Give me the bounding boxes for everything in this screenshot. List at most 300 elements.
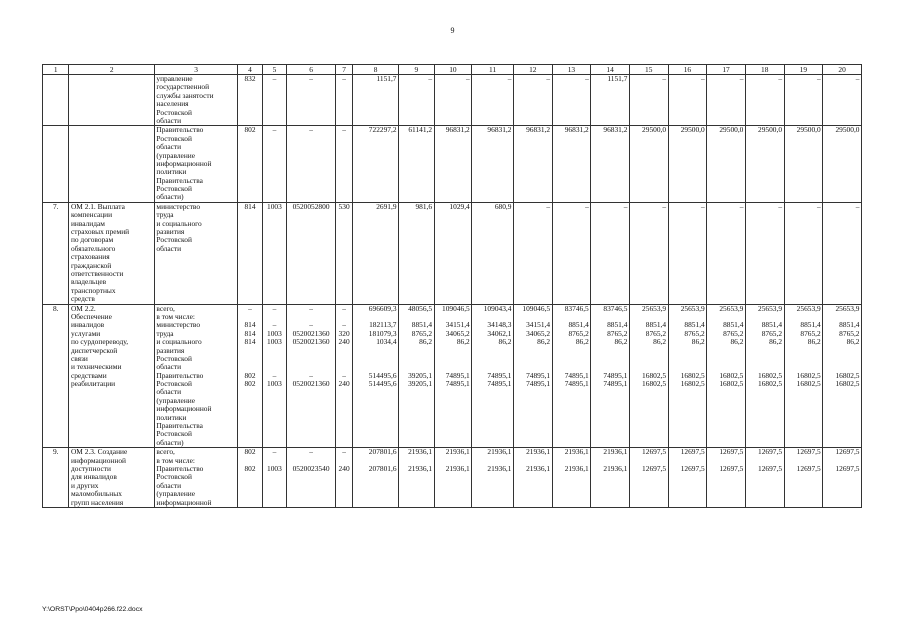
amount-cell-line bbox=[554, 439, 589, 447]
amount-cell-line bbox=[436, 355, 470, 363]
amount-cell-line bbox=[825, 388, 860, 396]
column-header: 18 bbox=[745, 65, 784, 75]
measure-name-line: владельцев bbox=[70, 277, 107, 287]
vr-code bbox=[335, 126, 352, 203]
amount-cell-line: 25653,9 bbox=[719, 304, 744, 313]
amount-cell bbox=[434, 202, 472, 304]
rzpr-code-line: 1003 bbox=[267, 202, 282, 211]
rzpr-code-line: – bbox=[272, 320, 277, 330]
amount-cell-line bbox=[747, 355, 782, 363]
csr-code-line: – bbox=[309, 447, 313, 457]
executor-name-line: и социального bbox=[156, 337, 202, 347]
amount-cell bbox=[434, 126, 472, 203]
amount-cell-line bbox=[631, 397, 666, 405]
measure-name bbox=[69, 75, 154, 126]
amount-cell-line bbox=[709, 347, 744, 355]
rzpr-code bbox=[262, 202, 286, 304]
executor-name-line: Правительства bbox=[156, 421, 203, 431]
amount-cell-line: 12697,5 bbox=[835, 447, 860, 457]
amount-cell-line: 39205,1 bbox=[408, 370, 433, 380]
measure-name-line: по договорам bbox=[70, 235, 114, 245]
amount-cell-line bbox=[593, 397, 628, 405]
executor-name bbox=[154, 126, 237, 203]
amount-cell-line: 12697,5 bbox=[642, 447, 667, 457]
amount-cell-line: – bbox=[662, 74, 667, 83]
executor-name-line: (управление bbox=[156, 150, 196, 160]
amount-cell-line bbox=[474, 405, 512, 413]
amount-cell-line bbox=[747, 422, 782, 430]
amount-cell-line: 8765,2 bbox=[607, 328, 628, 338]
column-header: 8 bbox=[353, 65, 399, 75]
grbs-code-line: 802 bbox=[244, 125, 256, 135]
amount-cell bbox=[353, 304, 399, 448]
amount-cell bbox=[745, 304, 784, 448]
amount-cell-line bbox=[474, 397, 512, 405]
executor-name-line: области bbox=[156, 115, 182, 125]
executor-name-line: государственной bbox=[156, 82, 210, 92]
executor-name-line: службы занятости bbox=[156, 90, 214, 100]
measure-name-line: Обеспечение bbox=[70, 311, 112, 321]
amount-cell-line: 8765,2 bbox=[684, 328, 705, 338]
measure-name-line: страховых премий bbox=[70, 227, 130, 237]
measure-name-line: связи bbox=[70, 353, 88, 363]
amount-cell-line bbox=[747, 490, 782, 498]
amount-cell-line: 86,2 bbox=[730, 337, 744, 347]
amount-cell-line bbox=[401, 473, 433, 481]
amount-cell-line bbox=[709, 430, 744, 438]
amount-cell-line bbox=[670, 422, 705, 430]
measure-name-line: компенсации bbox=[70, 210, 113, 220]
amount-cell-line bbox=[670, 388, 705, 396]
grbs-code-line: 802 bbox=[244, 370, 256, 380]
measure-name-line: и техническими bbox=[70, 362, 122, 372]
amount-cell-line bbox=[515, 422, 550, 430]
amount-cell-line bbox=[554, 430, 589, 438]
amount-cell-line: 34148,3 bbox=[487, 320, 512, 330]
amount-cell-line bbox=[401, 405, 433, 413]
amount-cell-line bbox=[474, 355, 512, 363]
amount-cell-line bbox=[709, 499, 744, 507]
executor-name-line: в том числе: bbox=[156, 455, 195, 465]
executor-name-line: информационной bbox=[156, 404, 212, 414]
amount-cell-line: 16802,5 bbox=[680, 370, 705, 380]
column-header: 15 bbox=[629, 65, 668, 75]
amount-cell-line bbox=[436, 499, 470, 507]
amount-cell-line bbox=[631, 430, 666, 438]
grbs-code bbox=[238, 304, 262, 448]
grbs-code bbox=[238, 126, 262, 203]
amount-cell-line bbox=[825, 473, 860, 481]
amount-cell-line bbox=[593, 490, 628, 498]
amount-cell-line: 86,2 bbox=[498, 337, 512, 347]
grbs-code-line: 802 bbox=[244, 447, 256, 457]
measure-name-line: по сурдопереводу, bbox=[70, 337, 129, 347]
amount-cell-line bbox=[554, 405, 589, 413]
table-row bbox=[43, 126, 862, 203]
grbs-code bbox=[238, 202, 262, 304]
measure-name-line: групп населения bbox=[70, 497, 124, 507]
amount-cell-line bbox=[474, 388, 512, 396]
amount-cell-line: – bbox=[739, 202, 744, 211]
row-number-line bbox=[45, 75, 67, 83]
grbs-code-line: 814 bbox=[244, 202, 256, 211]
amount-cell-line bbox=[355, 355, 397, 363]
amount-cell-line bbox=[631, 439, 666, 447]
csr-code bbox=[287, 448, 336, 508]
amount-cell-line: 21936,1 bbox=[445, 463, 470, 473]
csr-code bbox=[287, 304, 336, 448]
amount-cell-line: – bbox=[855, 202, 860, 211]
amount-cell-line: 21936,1 bbox=[603, 463, 628, 473]
measure-name-line: доступности bbox=[70, 463, 111, 473]
amount-cell-line: 16802,5 bbox=[796, 370, 821, 380]
amount-cell-line: 12697,5 bbox=[758, 463, 783, 473]
measure-name bbox=[69, 448, 154, 508]
executor-name-line: области bbox=[156, 362, 182, 372]
amount-cell bbox=[399, 304, 435, 448]
amount-cell-line bbox=[747, 499, 782, 507]
amount-cell-line: 16802,5 bbox=[680, 379, 705, 389]
amount-cell-line: 680,9 bbox=[494, 202, 512, 211]
amount-cell-line bbox=[670, 397, 705, 405]
csr-code-line: – bbox=[309, 320, 313, 330]
csr-code-line: 0520021360 bbox=[292, 337, 330, 347]
amount-cell bbox=[399, 448, 435, 508]
amount-cell-line bbox=[593, 473, 628, 481]
amount-cell-line bbox=[786, 405, 821, 413]
amount-cell-line bbox=[670, 430, 705, 438]
row-number bbox=[43, 448, 69, 508]
amount-cell-line bbox=[670, 355, 705, 363]
amount-cell bbox=[353, 448, 399, 508]
executor-name bbox=[154, 304, 237, 448]
amount-cell-line bbox=[670, 482, 705, 490]
amount-cell-line: 74895,1 bbox=[487, 370, 512, 380]
amount-cell bbox=[399, 126, 435, 203]
amount-cell-line bbox=[747, 482, 782, 490]
executor-name-line: Правительство bbox=[156, 125, 204, 135]
amount-cell-line: 25653,9 bbox=[796, 304, 821, 313]
grbs-code-line: 802 bbox=[244, 379, 256, 389]
amount-cell-line bbox=[709, 490, 744, 498]
grbs-code-line: 802 bbox=[244, 463, 256, 473]
grbs-code bbox=[238, 75, 262, 126]
amount-cell bbox=[745, 448, 784, 508]
grbs-code bbox=[238, 448, 262, 508]
budget-table bbox=[42, 64, 862, 508]
rzpr-code bbox=[262, 126, 286, 203]
amount-cell bbox=[552, 304, 591, 448]
amount-cell-line: 16802,5 bbox=[835, 379, 860, 389]
amount-cell-line bbox=[474, 439, 512, 447]
vr-code-line: 240 bbox=[338, 337, 350, 347]
amount-cell-line: 86,2 bbox=[456, 337, 470, 347]
amount-cell-line: – bbox=[585, 202, 589, 211]
amount-cell-line: 21936,1 bbox=[408, 447, 433, 457]
amount-cell-line: 29500,0 bbox=[719, 125, 744, 135]
amount-cell-line bbox=[631, 499, 666, 507]
executor-name-line: всего, bbox=[156, 447, 175, 457]
amount-cell-line bbox=[436, 347, 470, 355]
amount-cell bbox=[591, 304, 630, 448]
executor-name-line: области bbox=[156, 243, 182, 253]
grbs-code-line: 814 bbox=[244, 320, 256, 330]
amount-cell-line bbox=[593, 422, 628, 430]
amount-cell-line: 86,2 bbox=[653, 337, 667, 347]
amount-cell-line: 21936,1 bbox=[487, 463, 512, 473]
amount-cell-line bbox=[515, 430, 550, 438]
amount-cell-line bbox=[747, 430, 782, 438]
amount-cell-line bbox=[355, 422, 397, 430]
vr-code-line: 530 bbox=[338, 202, 350, 211]
column-header: 10 bbox=[434, 65, 472, 75]
amount-cell-line bbox=[401, 397, 433, 405]
executor-name-line: Правительство bbox=[156, 370, 204, 380]
measure-name-line: диспетчерской bbox=[70, 345, 118, 355]
amount-cell-line bbox=[670, 414, 705, 422]
executor-name-line: политики bbox=[156, 412, 187, 422]
amount-cell-line: 21936,1 bbox=[603, 447, 628, 457]
csr-code-line bbox=[289, 439, 334, 447]
amount-cell-line bbox=[593, 414, 628, 422]
amount-cell-line: 21936,1 bbox=[526, 463, 551, 473]
amount-cell-line bbox=[786, 430, 821, 438]
rzpr-code-line: – bbox=[272, 125, 277, 135]
measure-name-line: и других bbox=[70, 480, 99, 490]
amount-cell-line: 34151,4 bbox=[445, 320, 470, 330]
executor-name bbox=[154, 75, 237, 126]
amount-cell-line: 74895,1 bbox=[564, 379, 589, 389]
amount-cell-line: 696609,3 bbox=[368, 304, 397, 313]
amount-cell bbox=[629, 75, 668, 126]
amount-cell-line bbox=[786, 473, 821, 481]
amount-cell-line bbox=[786, 414, 821, 422]
amount-cell-line bbox=[355, 430, 397, 438]
rzpr-code-line bbox=[264, 439, 284, 447]
amount-cell-line: 74895,1 bbox=[603, 370, 628, 380]
executor-name-line: всего, bbox=[156, 304, 175, 313]
amount-cell bbox=[591, 448, 630, 508]
amount-cell-line: 207801,6 bbox=[368, 463, 397, 473]
amount-cell-line: 21936,1 bbox=[564, 463, 589, 473]
amount-cell-line: 83746,5 bbox=[564, 304, 589, 313]
rzpr-code-line: – bbox=[272, 74, 277, 83]
measure-name-line: гражданской bbox=[70, 260, 112, 270]
amount-cell-line: – bbox=[778, 74, 783, 83]
amount-cell-line: 34062,1 bbox=[487, 328, 512, 338]
grbs-code-line bbox=[240, 499, 260, 507]
amount-cell-line bbox=[355, 414, 397, 422]
measure-name bbox=[69, 304, 154, 448]
amount-cell-line: 12697,5 bbox=[796, 463, 821, 473]
amount-cell-line: 86,2 bbox=[419, 337, 433, 347]
amount-cell-line bbox=[709, 388, 744, 396]
csr-code-line: 0520021360 bbox=[292, 328, 330, 338]
amount-cell-line bbox=[670, 439, 705, 447]
executor-name-line: информационной bbox=[156, 497, 212, 507]
amount-cell-line: 8851,4 bbox=[645, 320, 667, 330]
amount-cell-line: 86,2 bbox=[846, 337, 860, 347]
amount-cell-line bbox=[515, 473, 550, 481]
rzpr-code bbox=[262, 75, 286, 126]
amount-cell-line bbox=[436, 422, 470, 430]
amount-cell-line bbox=[747, 414, 782, 422]
amount-cell-line: – bbox=[585, 74, 589, 83]
rzpr-code bbox=[262, 448, 286, 508]
csr-code bbox=[287, 126, 336, 203]
amount-cell-line bbox=[515, 482, 550, 490]
csr-code-line: – bbox=[309, 125, 313, 135]
amount-cell-line: 12697,5 bbox=[642, 463, 667, 473]
measure-name-line: реабилитации bbox=[70, 379, 116, 389]
amount-cell-line bbox=[474, 473, 512, 481]
amount-cell-line: 8851,4 bbox=[761, 320, 783, 330]
amount-cell-line: 21936,1 bbox=[408, 463, 433, 473]
vr-code-line: – bbox=[342, 304, 346, 313]
amount-cell bbox=[472, 202, 514, 304]
amount-cell-line bbox=[593, 430, 628, 438]
amount-cell bbox=[552, 448, 591, 508]
amount-cell-line: – bbox=[662, 202, 667, 211]
amount-cell-line: 86,2 bbox=[575, 337, 589, 347]
amount-cell bbox=[399, 75, 435, 126]
amount-cell-line bbox=[747, 347, 782, 355]
amount-cell-line: 21936,1 bbox=[526, 447, 551, 457]
measure-name-line: инвалидов bbox=[70, 320, 105, 330]
csr-code bbox=[287, 202, 336, 304]
amount-cell-line bbox=[670, 347, 705, 355]
amount-cell bbox=[591, 202, 630, 304]
rzpr-code-line: 1003 bbox=[267, 328, 282, 338]
amount-cell-line bbox=[786, 499, 821, 507]
csr-code bbox=[287, 75, 336, 126]
csr-code-line: – bbox=[309, 370, 313, 380]
amount-cell-line bbox=[593, 405, 628, 413]
amount-cell bbox=[472, 75, 514, 126]
amount-cell-line: 207801,6 bbox=[368, 447, 397, 457]
row-number bbox=[43, 202, 69, 304]
rzpr-code-line: 1003 bbox=[267, 463, 282, 473]
measure-name-line: для инвалидов bbox=[70, 472, 117, 482]
executor-name-line: Ростовской bbox=[156, 353, 192, 363]
executor-name-line: министерство bbox=[156, 320, 201, 330]
amount-cell-line: 25653,9 bbox=[680, 304, 705, 313]
amount-cell-line bbox=[515, 397, 550, 405]
grbs-code-line: 814 bbox=[244, 337, 256, 347]
amount-cell-line: 16802,5 bbox=[642, 370, 667, 380]
amount-cell-line: 8765,2 bbox=[723, 328, 744, 338]
amount-cell-line: – bbox=[739, 74, 744, 83]
amount-cell-line: 74895,1 bbox=[603, 379, 628, 389]
table-row bbox=[43, 304, 862, 448]
amount-cell-line: 722297,2 bbox=[368, 125, 397, 135]
amount-cell-line: 1151,7 bbox=[376, 74, 397, 83]
amount-cell-line: 83746,5 bbox=[603, 304, 628, 313]
executor-name-line: области) bbox=[156, 437, 184, 447]
measure-name-line: транспортных bbox=[70, 285, 116, 295]
amount-cell-line bbox=[825, 422, 860, 430]
amount-cell-line: 8851,4 bbox=[839, 320, 860, 330]
amount-cell-line: 16802,5 bbox=[835, 370, 860, 380]
amount-cell bbox=[353, 202, 399, 304]
amount-cell-line bbox=[436, 482, 470, 490]
amount-cell bbox=[784, 126, 823, 203]
amount-cell-line bbox=[515, 355, 550, 363]
amount-cell-line: 8851,4 bbox=[411, 320, 433, 330]
column-header: 12 bbox=[513, 65, 552, 75]
amount-cell-line bbox=[709, 355, 744, 363]
amount-cell-line bbox=[554, 422, 589, 430]
executor-name-line: населения bbox=[156, 99, 189, 109]
amount-cell-line: 25653,9 bbox=[835, 304, 860, 313]
rzpr-code-line: 1003 bbox=[267, 379, 282, 389]
amount-cell-line: 34065,2 bbox=[526, 328, 551, 338]
amount-cell-line: 29500,0 bbox=[796, 125, 821, 135]
amount-cell-line: – bbox=[817, 202, 821, 211]
amount-cell-line: 74895,1 bbox=[445, 370, 470, 380]
amount-cell-line: 96831,2 bbox=[564, 125, 589, 135]
vr-code-line: – bbox=[342, 74, 346, 83]
amount-cell-line bbox=[825, 397, 860, 405]
amount-cell-line bbox=[401, 499, 433, 507]
amount-cell-line: – bbox=[466, 74, 470, 83]
measure-name-line: ОМ 2.2. bbox=[70, 304, 96, 313]
amount-cell bbox=[629, 202, 668, 304]
vr-code-line bbox=[337, 499, 350, 507]
csr-code-line: 0520052800 bbox=[292, 202, 330, 211]
amount-cell-line: – bbox=[701, 74, 705, 83]
amount-cell bbox=[745, 126, 784, 203]
column-header: 20 bbox=[823, 65, 862, 75]
amount-cell-line bbox=[355, 482, 397, 490]
amount-cell-line: 34151,4 bbox=[526, 320, 551, 330]
vr-code-line: – bbox=[342, 320, 346, 330]
amount-cell-line bbox=[825, 405, 860, 413]
amount-cell-line bbox=[436, 439, 470, 447]
amount-cell-line bbox=[554, 355, 589, 363]
vr-code bbox=[335, 448, 352, 508]
amount-cell bbox=[472, 304, 514, 448]
measure-name-line: ОМ 2.1. Выплата bbox=[70, 202, 125, 211]
vr-code-line: 320 bbox=[338, 328, 350, 338]
amount-cell-line bbox=[670, 473, 705, 481]
amount-cell bbox=[353, 75, 399, 126]
executor-name-line: министерство bbox=[156, 202, 201, 211]
csr-code-line: 0520023540 bbox=[292, 463, 330, 473]
amount-cell-line bbox=[825, 347, 860, 355]
grbs-code-line: – bbox=[248, 304, 252, 313]
amount-cell-line bbox=[436, 473, 470, 481]
amount-cell bbox=[823, 304, 862, 448]
amount-cell-line bbox=[355, 439, 397, 447]
measure-name-line: ОМ 2.3. Создание bbox=[70, 447, 128, 457]
amount-cell-line bbox=[825, 439, 860, 447]
amount-cell-line: 182113,7 bbox=[369, 320, 397, 330]
executor-name-line: информационной bbox=[156, 158, 212, 168]
vr-code bbox=[335, 304, 352, 448]
amount-cell-line bbox=[786, 355, 821, 363]
amount-cell-line: 109046,5 bbox=[522, 304, 551, 313]
amount-cell bbox=[823, 448, 862, 508]
amount-cell bbox=[513, 202, 552, 304]
amount-cell-line bbox=[401, 482, 433, 490]
amount-cell-line bbox=[355, 499, 397, 507]
row-number bbox=[43, 75, 69, 126]
rzpr-code-line: 1003 bbox=[267, 337, 282, 347]
amount-cell-line: – bbox=[701, 202, 705, 211]
amount-cell-line: 12697,5 bbox=[680, 447, 705, 457]
executor-name-line: области bbox=[156, 387, 182, 397]
